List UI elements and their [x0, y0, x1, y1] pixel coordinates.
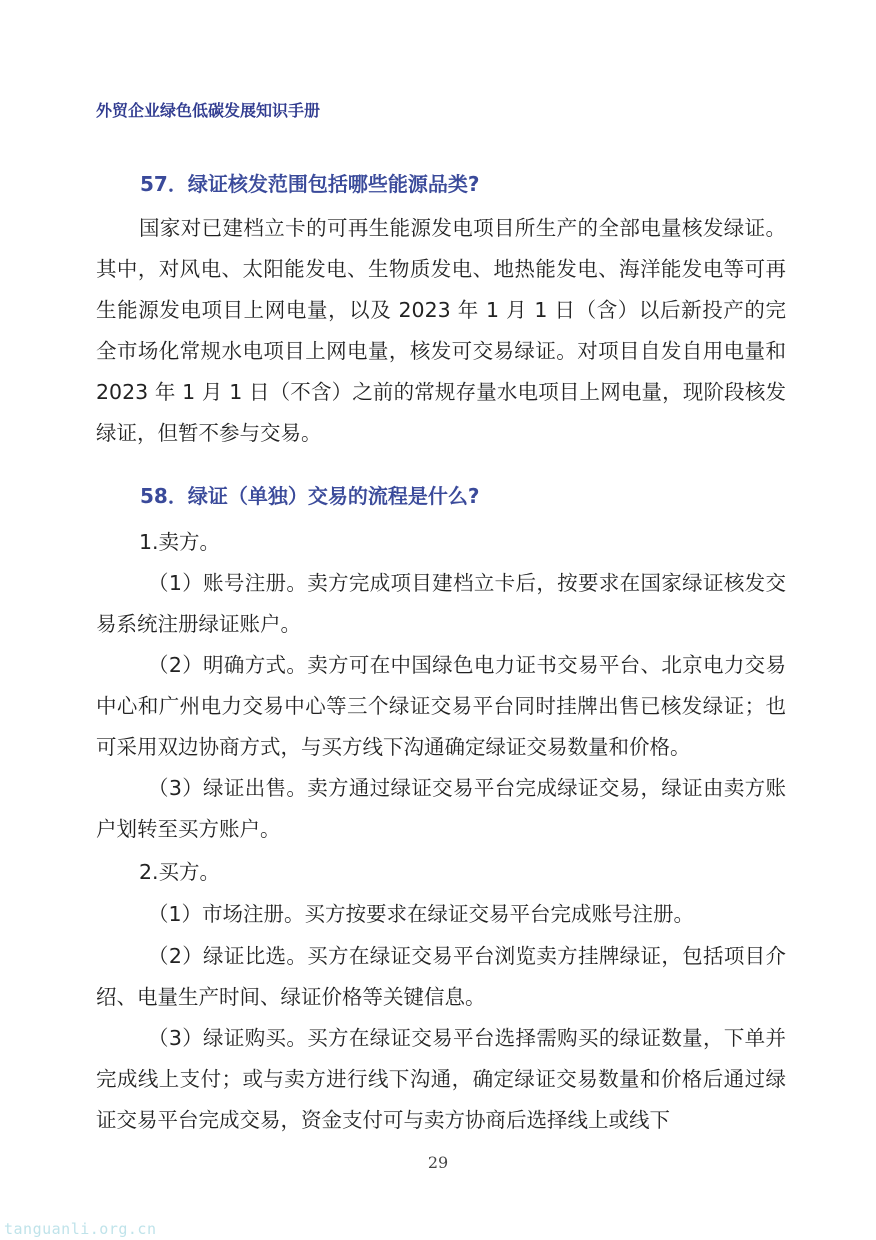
document-header-title: 外贸企业绿色低碳发展知识手册: [96, 101, 321, 120]
watermark-text: tanguanli.org.cn: [4, 1220, 157, 1238]
seller-step-3: （3）绿证出售。卖方通过绿证交易平台完成绿证交易，绿证由卖方账户划转至买方账户。: [96, 776, 786, 841]
question-58-heading: 58．绿证（单独）交易的流程是什么?: [140, 484, 480, 508]
question-57-answer: 国家对已建档立卡的可再生能源发电项目所生产的全部电量核发绿证。其中，对风电、太阳能发电、生物质发电、地热能发电、海洋能发电等可再生能源发电项目上网电量，以及 2023 年 1 月 1 日（含）以后新投产的完全市场化常规水电项目上网电量，核发可交易绿证。对项目自发自用电量和 2023 年 1 月 1 日（不含）之前的常规存量水电项目上网电量，现阶段核发绿证，但暂不参与交易。: [96, 216, 786, 445]
buyer-section-title: 2.买方。: [139, 860, 221, 884]
buyer-step-3: （3）绿证购买。买方在绿证交易平台选择需购买的绿证数量，下单并完成线上支付；或与卖方进行线下沟通，确定绿证交易数量和价格后通过绿证交易平台完成交易，资金支付可与卖方协商后选择线上或线下: [96, 1026, 786, 1132]
buyer-step-2: （2）绿证比选。买方在绿证交易平台浏览卖方挂牌绿证，包括项目介绍、电量生产时间、绿证价格等关键信息。: [96, 944, 786, 1009]
seller-section-title: 1.卖方。: [139, 530, 221, 554]
page-number: 29: [427, 1153, 449, 1172]
seller-step-2: （2）明确方式。卖方可在中国绿色电力证书交易平台、北京电力交易中心和广州电力交易中心等三个绿证交易平台同时挂牌出售已核发绿证；也可采用双边协商方式，与买方线下沟通确定绿证交易数量和价格。: [96, 653, 786, 759]
question-57-heading: 57．绿证核发范围包括哪些能源品类?: [140, 172, 480, 196]
buyer-step-1: （1）市场注册。买方按要求在绿证交易平台完成账号注册。: [148, 902, 695, 926]
seller-step-1: （1）账号注册。卖方完成项目建档立卡后，按要求在国家绿证核发交易系统注册绿证账户。: [96, 571, 786, 636]
